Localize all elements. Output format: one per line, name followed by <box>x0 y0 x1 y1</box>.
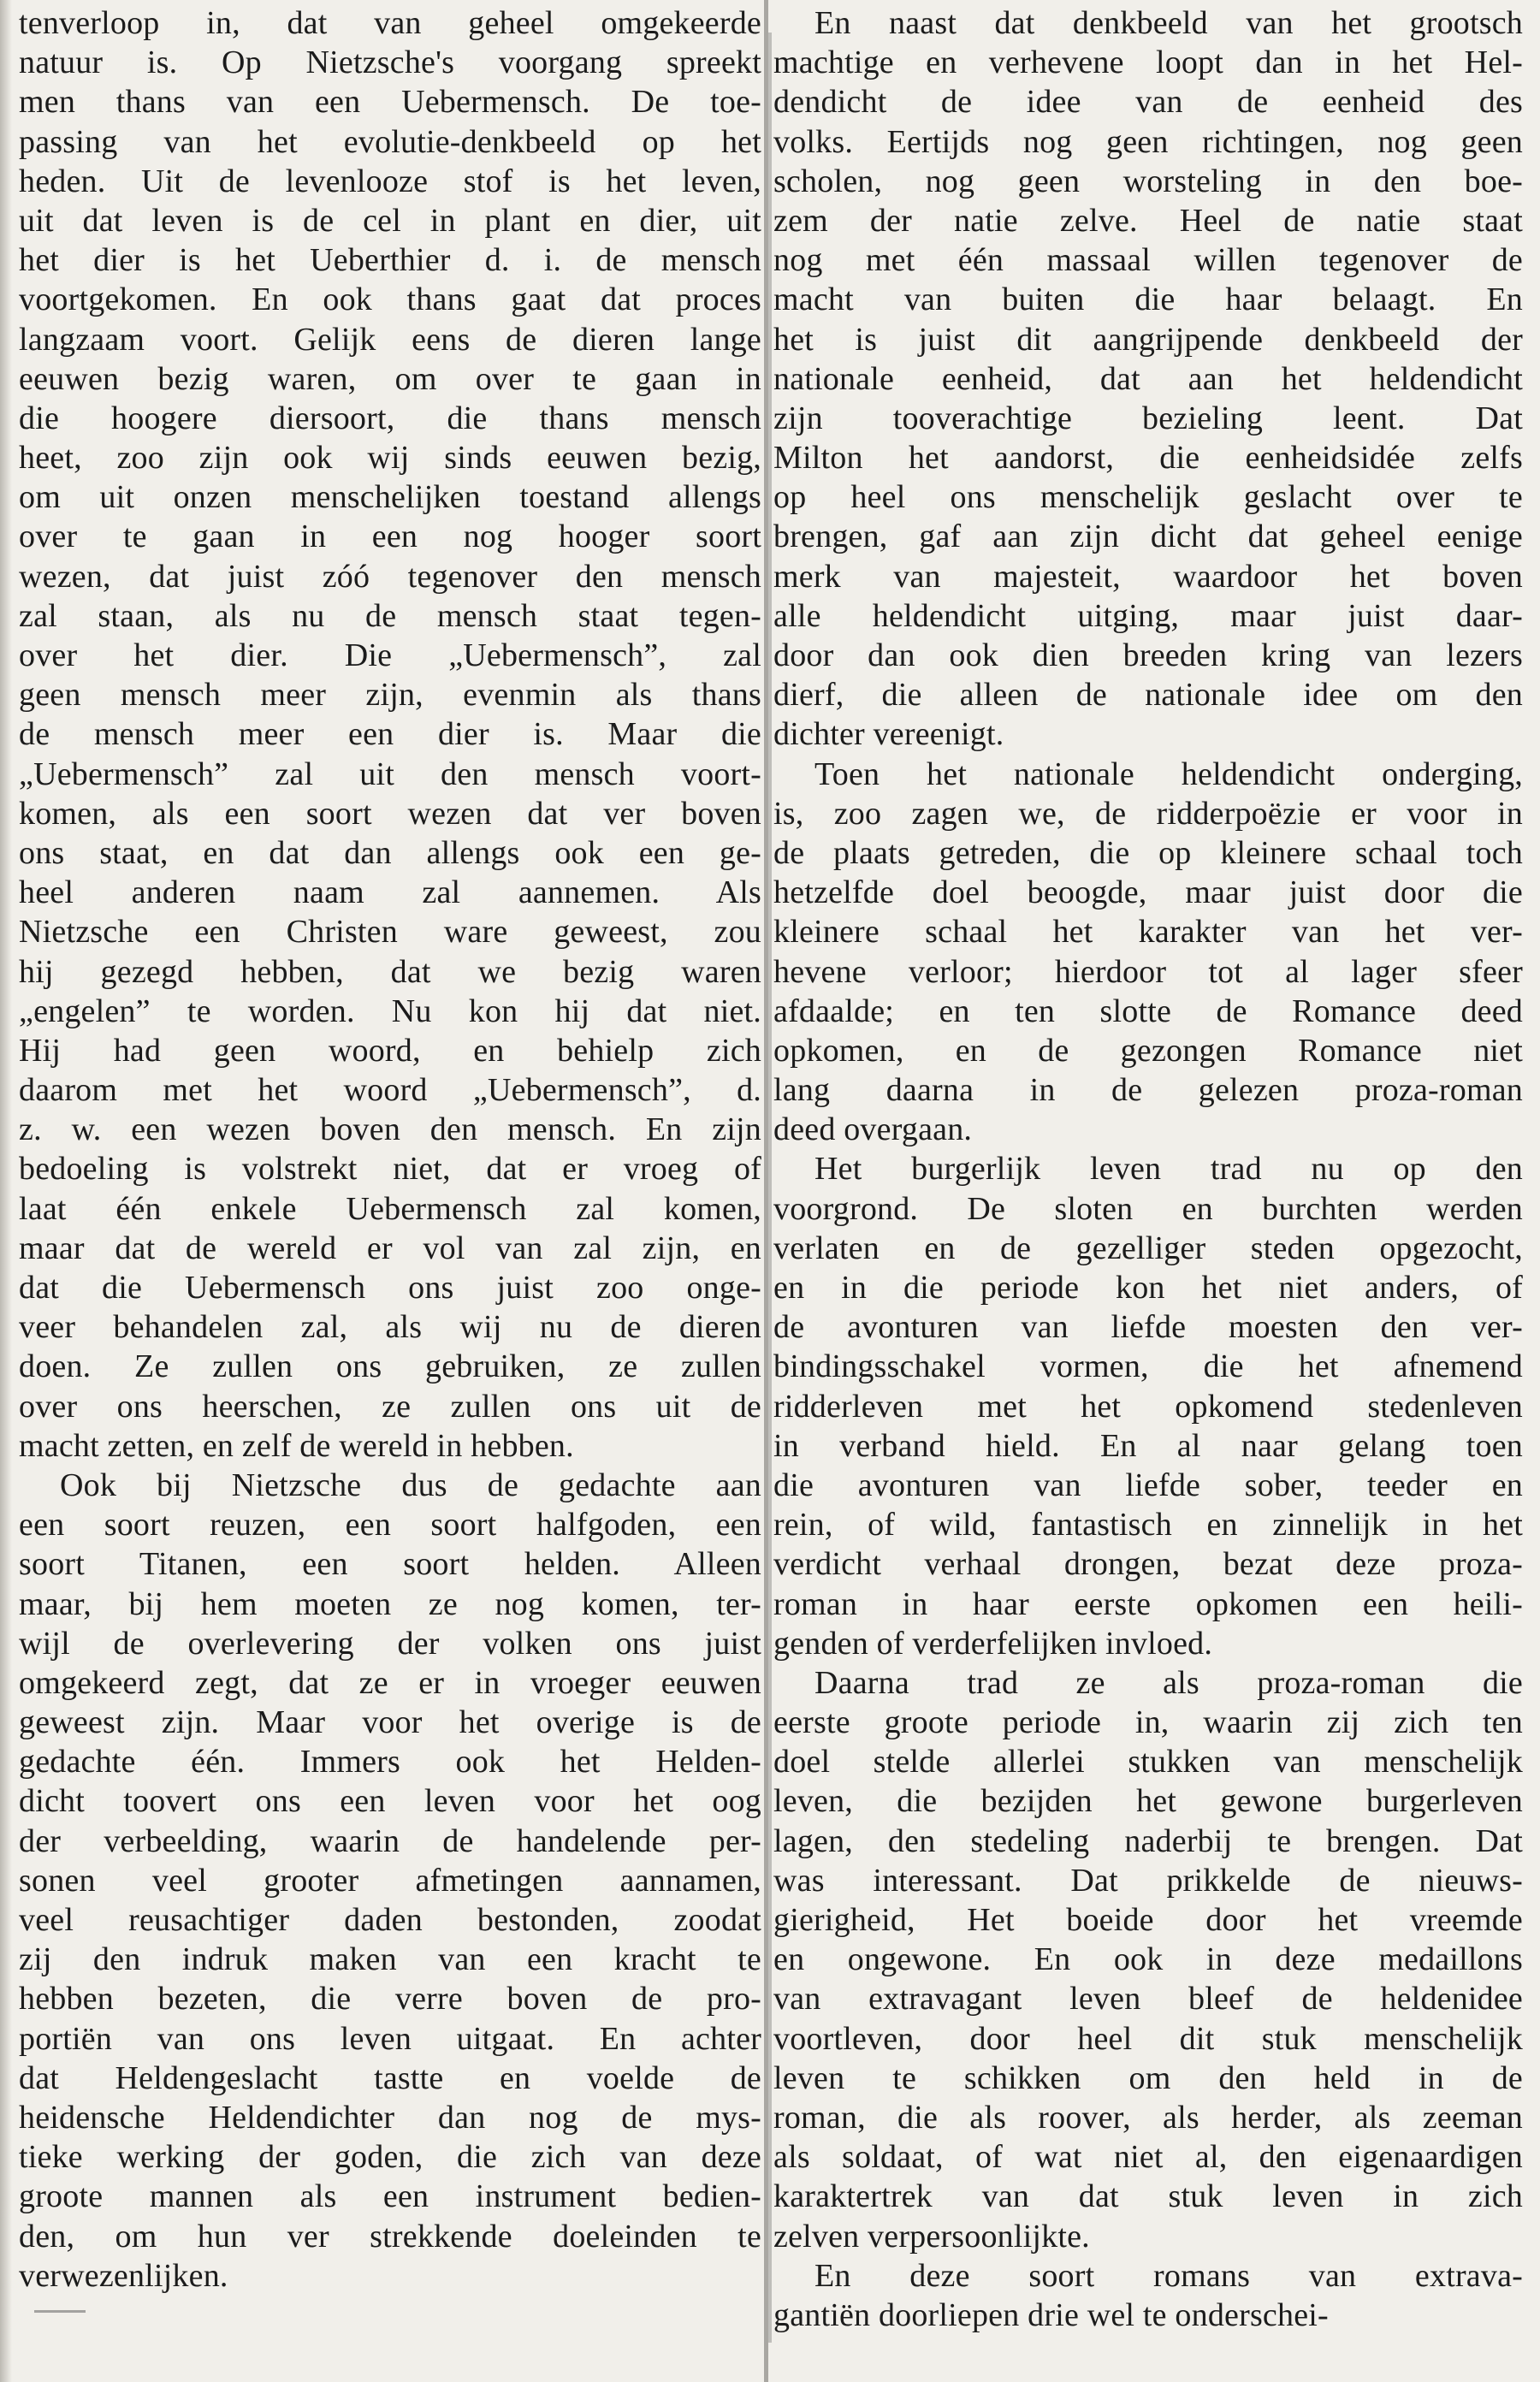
text-line: verdicht verhaal drongen, bezat deze proza- <box>773 1546 1523 1583</box>
text-line: macht van buiten die haar belaagt. En <box>773 281 1523 318</box>
text-line: groote mannen als een instrument bedien- <box>19 2178 761 2215</box>
text-line: roman in haar eerste opkomen een heili- <box>773 1585 1523 1622</box>
text-line: Daarna trad ze als proza-roman die <box>814 1664 1523 1701</box>
text-line: over te gaan in een nog hooger soort <box>19 518 761 555</box>
text-line: van extravagant leven bleef de heldenidee <box>773 1981 1523 2018</box>
text-line: als soldaat, of wat niet al, den eigenaardigen <box>773 2139 1523 2176</box>
text-line: geen mensch meer zijn, evenmin als thans <box>19 677 761 714</box>
text-line: is, zoo zagen we, de ridderpoëzie er voor in <box>773 795 1523 832</box>
paragraph <box>773 3 1523 755</box>
text-line: hij gezegd hebben, dat we bezig waren <box>19 953 761 990</box>
text-line: een soort reuzen, een soort halfgoden, een <box>19 1507 761 1544</box>
text-line: dichter vereenigt. <box>773 716 1004 753</box>
text-column-left <box>19 3 761 2296</box>
paragraph <box>773 1663 1523 2256</box>
text-line: machtige en verhevene loopt dan in het Hel- <box>773 44 1523 81</box>
text-line: macht zetten, en zelf de wereld in hebben. <box>19 1427 574 1464</box>
text-line: tieke werking der goden, die zich van deze <box>19 2139 761 2176</box>
text-line: soort Titanen, een soort helden. Alleen <box>19 1546 761 1583</box>
text-line: Hij had geen woord, en behielp zich <box>19 1032 761 1069</box>
text-line: dat die Uebermensch ons juist zoo onge- <box>19 1270 761 1306</box>
text-line: heden. Uit de levenlooze stof is het leven, <box>19 163 761 199</box>
text-line: „Uebermensch” zal uit den mensch voort- <box>19 755 761 792</box>
text-line: veer behandelen zal, als wij nu de dieren <box>19 1309 761 1346</box>
text-line: gedachte één. Immers ook het Helden- <box>19 1744 761 1781</box>
text-line: dicht toovert ons een leven voor het oog <box>19 1783 761 1820</box>
text-line: zem der natie zelve. Heel de natie staat <box>773 202 1523 239</box>
text-line: voortleven, door heel dit stuk menschelijk <box>773 2020 1523 2057</box>
text-line: de mensch meer een dier is. Maar die <box>19 716 761 753</box>
text-line: Toen het nationale heldendicht onderging, <box>814 755 1523 792</box>
text-line: deed overgaan. <box>773 1111 973 1148</box>
text-line: in verband hield. En al naar gelang toen <box>773 1427 1523 1464</box>
text-line: heet, zoo zijn ook wij sinds eeuwen bezig, <box>19 440 761 477</box>
text-line: Het burgerlijk leven trad nu op den <box>814 1151 1523 1188</box>
text-line: „engelen” te worden. Nu kon hij dat niet. <box>19 992 761 1029</box>
paragraph <box>773 1149 1523 1662</box>
text-line: En deze soort romans van extrava- <box>814 2257 1523 2294</box>
text-line: maar dat de wereld er vol van zal zijn, en <box>19 1230 761 1266</box>
text-line: bedoeling is volstrekt niet, dat er vroeg of <box>19 1151 761 1188</box>
text-line: omgekeerd zegt, dat ze er in vroeger eeuwen <box>19 1664 761 1701</box>
text-line: scholen, nog geen worsteling in den boe- <box>773 163 1523 199</box>
text-line: heidensche Heldendichter dan nog de mys- <box>19 2099 761 2136</box>
text-line: wezen, dat juist zóó tegenover den mensch <box>19 558 761 595</box>
text-line: over ons heerschen, ze zullen ons uit de <box>19 1388 761 1425</box>
text-line: om uit onzen menschelijken toestand allengs <box>19 479 761 516</box>
text-line: laat één enkele Uebermensch zal komen, <box>19 1190 761 1227</box>
text-line: Nietzsche een Christen ware geweest, zou <box>19 914 761 951</box>
text-line: brengen, gaf aan zijn dicht dat geheel eenige <box>773 518 1523 555</box>
text-line: geweest zijn. Maar voor het overige is de <box>19 1704 761 1741</box>
text-line: doen. Ze zullen ons gebruiken, ze zullen <box>19 1348 761 1385</box>
text-line: langzaam voort. Gelijk eens de dieren lange <box>19 321 761 358</box>
text-line: bindingsschakel vormen, die het afnemend <box>773 1348 1523 1385</box>
text-line: z. w. een wezen boven den mensch. En zijn <box>19 1111 761 1148</box>
text-line: uit dat leven is de cel in plant en dier, uit <box>19 202 761 239</box>
text-line: was interessant. Dat prikkelde de nieuws- <box>773 1862 1523 1899</box>
text-line: rein, of wild, fantastisch en zinnelijk in het <box>773 1507 1523 1544</box>
clipping-edge <box>768 33 772 2343</box>
text-line: en ongewone. En ook in deze medaillons <box>773 1941 1523 1978</box>
text-line: hebben bezeten, die verre boven de pro- <box>19 1981 761 2018</box>
text-line: verwezenlijken. <box>19 2257 228 2294</box>
text-line: gantiën doorliepen drie wel te onderschei- <box>773 2296 1329 2333</box>
paragraph <box>19 3 761 1466</box>
text-line: dat Heldengeslacht tastte en voelde de <box>19 2059 761 2096</box>
text-line: en in die periode kon het niet anders, of <box>773 1270 1523 1306</box>
paragraph <box>19 1466 761 2296</box>
text-line: maar, bij hem moeten ze nog komen, ter- <box>19 1585 761 1622</box>
text-line: dendicht de idee van de eenheid des <box>773 84 1523 121</box>
text-line: nog met één massaal willen tegenover de <box>773 242 1523 279</box>
text-line: doel stelde allerlei stukken van menschelijk <box>773 1744 1523 1781</box>
text-line: Ook bij Nietzsche dus de gedachte aan <box>60 1467 761 1503</box>
text-line: het dier is het Ueberthier d. i. de mensch <box>19 242 761 279</box>
paragraph <box>773 755 1523 1150</box>
text-line: nationale eenheid, dat aan het heldendicht <box>773 360 1523 397</box>
text-line: daarom met het woord „Uebermensch”, d. <box>19 1072 761 1109</box>
text-line: door dan ook dien breeden kring van lezers <box>773 637 1523 673</box>
text-line: veel reusachtiger daden bestonden, zoodat <box>19 1902 761 1938</box>
paragraph <box>773 2256 1523 2335</box>
text-line: afdaalde; en ten slotte de Romance deed <box>773 992 1523 1029</box>
text-line: tenverloop in, dat van geheel omgekeerde <box>19 5 761 41</box>
scan-edge <box>0 0 12 2382</box>
text-line: der verbeelding, waarin de handelende per- <box>19 1822 761 1859</box>
text-line: leven, die bezijden het gewone burgerleven <box>773 1783 1523 1820</box>
text-line: volks. Eertijds nog geen richtingen, nog geen <box>773 123 1523 160</box>
text-line: ons staat, en dat dan allengs ook een ge- <box>19 834 761 871</box>
text-line: leven te schikken om den held in de <box>773 2059 1523 2096</box>
text-line: eerste groote periode in, waarin zij zich ten <box>773 1704 1523 1741</box>
text-line: wijl de overlevering der volken ons juist <box>19 1625 761 1662</box>
text-line: zij den indruk maken van een kracht te <box>19 1941 761 1978</box>
text-line: karaktertrek van dat stuk leven in zich <box>773 2178 1523 2215</box>
text-line: over het dier. Die „Uebermensch”, zal <box>19 637 761 673</box>
text-line: hevene verloor; hierdoor tot al lager sfeer <box>773 953 1523 990</box>
text-line: portiën van ons leven uitgaat. En achter <box>19 2020 761 2057</box>
text-line: die avonturen van liefde sober, teeder en <box>773 1467 1523 1503</box>
text-line: merk van majesteit, waardoor het boven <box>773 558 1523 595</box>
text-line: den, om hun ver strekkende doeleinden te <box>19 2218 761 2255</box>
text-line: gierigheid, Het boeide door het vreemde <box>773 1902 1523 1938</box>
text-line: voortgekomen. En ook thans gaat dat proces <box>19 281 761 318</box>
text-line: lang daarna in de gelezen proza-roman <box>773 1072 1523 1109</box>
text-line: genden of verderfelijken invloed. <box>773 1625 1213 1662</box>
text-line: komen, als een soort wezen dat ver boven <box>19 795 761 832</box>
text-line: Milton het aandorst, die eenheidsidée zelfs <box>773 440 1523 477</box>
text-line: ridderleven met het opkomend stedenleven <box>773 1388 1523 1425</box>
text-line: sonen veel grooter afmetingen aannamen, <box>19 1862 761 1899</box>
text-line: de avonturen van liefde moesten den ver- <box>773 1309 1523 1346</box>
text-line: voorgrond. De sloten en burchten werden <box>773 1190 1523 1227</box>
text-line: zelven verpersoonlijkte. <box>773 2218 1090 2255</box>
text-line: zal staan, als nu de mensch staat tegen- <box>19 597 761 634</box>
text-line: lagen, den stedeling naderbij te brengen. Dat <box>773 1822 1523 1859</box>
text-line: passing van het evolutie-denkbeeld op het <box>19 123 761 160</box>
text-line: die hoogere diersoort, die thans mensch <box>19 400 761 436</box>
text-line: zijn tooverachtige bezieling leent. Dat <box>773 400 1523 436</box>
text-line: verlaten en de gezelliger steden opgezocht, <box>773 1230 1523 1266</box>
bottom-rule-mark <box>34 2310 86 2313</box>
text-line: alle heldendicht uitging, maar juist daar- <box>773 597 1523 634</box>
text-line: het is juist dit aangrijpende denkbeeld der <box>773 321 1523 358</box>
text-line: kleinere schaal het karakter van het ver- <box>773 914 1523 951</box>
text-line: opkomen, en de gezongen Romance niet <box>773 1032 1523 1069</box>
text-column-right <box>773 3 1523 2379</box>
text-line: hetzelfde doel beoogde, maar juist door die <box>773 874 1523 911</box>
text-line: roman, die als roover, als herder, als zeeman <box>773 2099 1523 2136</box>
text-line: op heel ons menschelijk geslacht over te <box>773 479 1523 516</box>
text-line: heel anderen naam zal aannemen. Als <box>19 874 761 911</box>
text-line: eeuwen bezig waren, om over te gaan in <box>19 360 761 397</box>
text-line: men thans van een Uebermensch. De toe- <box>19 84 761 121</box>
text-line: En naast dat denkbeeld van het grootsch <box>814 5 1523 41</box>
text-line: natuur is. Op Nietzsche's voorgang spreekt <box>19 44 761 81</box>
text-line: de plaats getreden, die op kleinere schaal toch <box>773 834 1523 871</box>
text-line: dierf, die alleen de nationale idee om den <box>773 677 1523 714</box>
